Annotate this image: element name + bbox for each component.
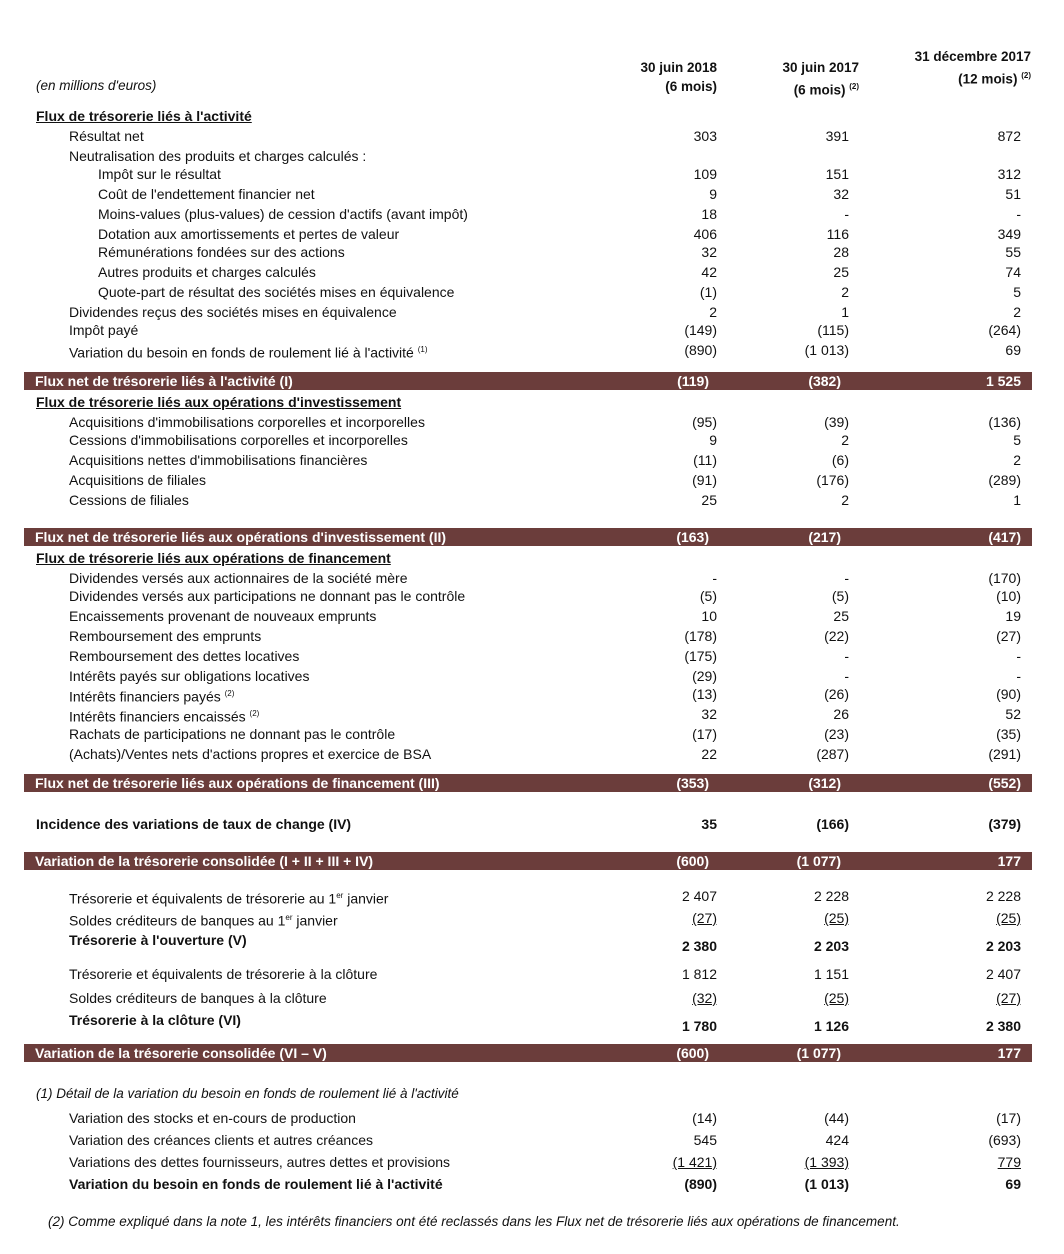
row-label-text: Dividendes versés aux actionnaires de la société mère <box>69 570 408 586</box>
value-cell: 5 <box>1013 284 1021 300</box>
table-row <box>0 126 1064 146</box>
value-cell: 2 203 <box>985 938 1021 954</box>
row-label <box>35 372 293 390</box>
column-header-line1: 31 décembre 2017 <box>914 49 1031 64</box>
value-cell: (217) <box>808 529 841 545</box>
value-cell: (25) <box>996 910 1021 926</box>
row-label-text: Variations des dettes fournisseurs, autres dettes et provisions <box>69 1154 451 1170</box>
row-label-text: Dividendes reçus des sociétés mises en équivalence <box>69 304 397 320</box>
value-cell: 69 <box>1005 1176 1021 1192</box>
row-label-text: Cessions de filiales <box>69 492 189 508</box>
table-row <box>0 586 1064 606</box>
column-header-line2 <box>782 77 859 100</box>
row-label-text: Encaissements provenant de nouveaux emprunts <box>69 608 377 624</box>
table-row <box>0 964 1064 984</box>
table-row <box>0 814 1064 834</box>
row-label-text: Impôt sur le résultat <box>98 166 221 182</box>
footnote-marker: (2) <box>224 689 235 698</box>
footnote-marker: er <box>336 891 344 900</box>
column-header-period: (12 mois) <box>958 71 1018 87</box>
value-cell: 1 <box>1013 492 1021 508</box>
value-cell: - <box>844 648 849 664</box>
value-cell: 52 <box>1005 706 1021 722</box>
value-cell: (1 077) <box>796 853 841 869</box>
footnote-marker: (2) <box>1021 71 1031 80</box>
value-cell: (264) <box>988 322 1021 338</box>
row-label <box>36 814 351 834</box>
value-cell: 406 <box>693 226 717 242</box>
row-label-text: Incidence des variations de taux de change (IV) <box>36 816 352 832</box>
value-cell: (312) <box>808 775 841 791</box>
table-row <box>0 568 1064 588</box>
row-label <box>35 1044 327 1062</box>
value-cell: 116 <box>826 226 849 242</box>
table-row <box>0 204 1064 224</box>
value-cell: (6) <box>831 452 849 468</box>
value-cell: (163) <box>676 529 709 545</box>
value-cell: 1 126 <box>813 1018 849 1034</box>
value-cell: 312 <box>997 166 1021 182</box>
value-cell: (890) <box>684 1176 717 1192</box>
value-cell: (353) <box>676 775 709 791</box>
value-cell: (1 013) <box>804 1176 849 1192</box>
row-label-text: Variation de la trésorerie consolidée (VI – V) <box>35 1045 327 1061</box>
row-label <box>69 626 261 646</box>
row-label <box>98 262 316 282</box>
column-header-jun-2017 <box>782 58 859 100</box>
row-label <box>98 242 345 262</box>
row-label <box>69 886 388 909</box>
value-cell: 2 <box>1013 304 1021 320</box>
table-row <box>0 666 1064 686</box>
row-label-text: Flux de trésorerie liés à l'activité <box>36 108 252 124</box>
value-cell: 177 <box>997 1045 1021 1061</box>
row-label-text: Rémunérations fondées sur des actions <box>98 244 345 260</box>
value-cell: - <box>1016 648 1021 664</box>
value-cell: 25 <box>833 608 849 624</box>
table-row <box>0 430 1064 450</box>
value-cell: (27) <box>692 910 717 926</box>
value-cell: 26 <box>833 706 849 722</box>
table-row <box>0 1010 1064 1034</box>
value-cell: 2 <box>841 432 849 448</box>
table-row <box>0 340 1064 360</box>
value-cell: 2 203 <box>813 938 849 954</box>
table-row <box>0 490 1064 510</box>
value-cell: (178) <box>684 628 717 644</box>
value-cell: (95) <box>692 414 717 430</box>
row-label-text: Variation des stocks et en-cours de production <box>69 1110 356 1126</box>
value-cell: 1 812 <box>681 966 717 982</box>
row-label <box>69 1010 241 1030</box>
value-cell: 2 <box>841 284 849 300</box>
footnote-marker: (2) <box>849 82 859 91</box>
value-cell: 2 <box>841 492 849 508</box>
value-cell: 303 <box>693 128 717 144</box>
value-cell: (600) <box>676 853 709 869</box>
value-cell: - <box>712 570 717 586</box>
row-label <box>36 392 401 412</box>
value-cell: 55 <box>1005 244 1021 260</box>
row-label <box>69 320 138 340</box>
row-label <box>69 586 465 606</box>
value-cell: (5) <box>699 588 717 604</box>
row-label-text: Quote-part de résultat des sociétés mises en équivalence <box>98 284 455 300</box>
column-header-jun-2018 <box>640 58 717 96</box>
row-label-text: Variation du besoin en fonds de roulement lié à l'activité <box>69 344 414 361</box>
value-cell: 2 380 <box>985 1018 1021 1034</box>
total-row <box>24 372 1032 390</box>
row-label <box>69 470 206 490</box>
value-cell: 10 <box>701 608 717 624</box>
value-cell: (1 421) <box>672 1154 717 1170</box>
row-label <box>36 548 391 568</box>
value-cell: 1 780 <box>681 1018 717 1034</box>
row-label <box>69 302 397 322</box>
value-cell: (23) <box>824 726 849 742</box>
row-label-text: Moins-values (plus-values) de cession d'actifs (avant impôt) <box>98 206 468 222</box>
value-cell: (14) <box>692 1110 717 1126</box>
value-cell: 74 <box>1005 264 1021 280</box>
value-cell: - <box>844 570 849 586</box>
row-label <box>69 126 144 146</box>
value-cell: (90) <box>996 686 1021 702</box>
value-cell: (1 013) <box>804 342 849 358</box>
row-label <box>69 340 428 363</box>
value-cell: 9 <box>709 432 717 448</box>
row-label-text: Trésorerie à l'ouverture (V) <box>69 932 247 948</box>
value-cell: (379) <box>988 816 1021 832</box>
row-label <box>69 930 247 950</box>
row-label-text: (Achats)/Ventes nets d'actions propres et exercice de BSA <box>69 746 432 762</box>
value-cell: (35) <box>996 726 1021 742</box>
value-cell: 32 <box>701 244 717 260</box>
value-cell: 2 407 <box>681 888 717 904</box>
row-label-text: Acquisitions de filiales <box>69 472 206 488</box>
table-row <box>0 930 1064 954</box>
value-cell: 28 <box>833 244 849 260</box>
value-cell: - <box>1016 668 1021 684</box>
row-label <box>69 646 299 666</box>
table-row <box>0 724 1064 744</box>
column-header-line2: (6 mois) <box>665 79 717 94</box>
row-label-text: Trésorerie et équivalents de trésorerie au 1 <box>69 890 337 907</box>
total-row <box>24 852 1032 870</box>
column-header-line2 <box>915 66 1031 89</box>
value-cell: (29) <box>692 668 717 684</box>
total-row <box>24 1044 1032 1062</box>
row-label-text: Remboursement des emprunts <box>69 628 262 644</box>
row-label <box>69 1174 443 1194</box>
value-cell: - <box>844 668 849 684</box>
value-cell: (91) <box>692 472 717 488</box>
table-row <box>0 1152 1064 1172</box>
row-label-text: Autres produits et charges calculés <box>98 264 316 280</box>
value-cell: (890) <box>684 342 717 358</box>
row-label-text: Flux net de trésorerie liés à l'activité (I) <box>35 373 293 389</box>
value-cell: 545 <box>693 1132 717 1148</box>
table-row <box>0 320 1064 340</box>
value-cell: 51 <box>1005 186 1021 202</box>
value-cell: (17) <box>692 726 717 742</box>
row-label-text: Flux de trésorerie liés aux opérations d'investissement <box>36 394 402 410</box>
value-cell: (119) <box>677 373 709 389</box>
value-cell: 2 <box>709 304 717 320</box>
column-header-dec-2017 <box>915 47 1031 89</box>
value-cell: 872 <box>997 128 1021 144</box>
table-row <box>0 412 1064 432</box>
row-label <box>69 1108 356 1128</box>
row-label-text: Soldes créditeurs de banques à la clôture <box>69 990 327 1006</box>
value-cell: 19 <box>1005 608 1021 624</box>
value-cell: (176) <box>816 472 849 488</box>
row-label <box>69 964 377 984</box>
value-cell: - <box>1016 206 1021 222</box>
value-cell: (27) <box>996 628 1021 644</box>
value-cell: (25) <box>824 910 849 926</box>
value-cell: 25 <box>833 264 849 280</box>
row-label <box>69 724 395 744</box>
value-cell: 109 <box>693 166 717 182</box>
footnote-1: (1) Détail de la variation du besoin en fonds de roulement lié à l'activité <box>36 1086 459 1101</box>
value-cell: 35 <box>701 816 717 832</box>
row-label-text: Dotation aux amortissements et pertes de valeur <box>98 226 400 242</box>
value-cell: (5) <box>831 588 849 604</box>
row-label <box>69 1152 450 1172</box>
table-row <box>0 684 1064 704</box>
column-header-line1: 30 juin 2017 <box>782 60 859 75</box>
value-cell: (552) <box>988 775 1021 791</box>
value-cell: (27) <box>996 990 1021 1006</box>
column-header-period: (6 mois) <box>793 82 846 98</box>
value-cell: (22) <box>824 628 849 644</box>
value-cell: 424 <box>825 1132 849 1148</box>
row-label-text: Cessions d'immobilisations corporelles et incorporelles <box>69 432 408 448</box>
value-cell: (39) <box>824 414 849 430</box>
row-label-text: Variation de la trésorerie consolidée (I + II + III + IV) <box>35 853 374 869</box>
row-label <box>98 184 315 204</box>
value-cell: (17) <box>996 1110 1021 1126</box>
row-label-text: Coût de l'endettement financier net <box>98 186 315 202</box>
value-cell: 9 <box>709 186 717 202</box>
table-row <box>0 886 1064 906</box>
value-cell: 1 <box>841 304 849 320</box>
row-label-text: Variation du besoin en fonds de roulement lié à l'activité <box>69 1176 443 1192</box>
value-cell: (1 393) <box>804 1154 849 1170</box>
value-cell: 2 407 <box>985 966 1021 982</box>
row-label-text: Intérêts financiers encaissés <box>69 708 246 725</box>
table-row <box>0 1174 1064 1194</box>
row-label <box>69 1130 373 1150</box>
value-cell: (287) <box>816 746 849 762</box>
table-row <box>0 1130 1064 1150</box>
table-row <box>0 146 1064 166</box>
row-label-text: Intérêts financiers payés <box>69 688 221 705</box>
row-label <box>69 666 309 686</box>
value-cell: (600) <box>676 1045 709 1061</box>
footnote-2: (2) Comme expliqué dans la note 1, les intérêts financiers ont été reclassés dans les Flux net de trésorerie liés aux opérations de financement. <box>48 1214 900 1229</box>
table-row <box>0 282 1064 302</box>
value-cell: (382) <box>808 373 841 389</box>
row-label <box>69 606 376 626</box>
row-label-text: Variation des créances clients et autres créances <box>69 1132 374 1148</box>
row-label <box>69 490 189 510</box>
value-cell: (291) <box>988 746 1021 762</box>
value-cell: (1) <box>699 284 717 300</box>
row-label-text: Résultat net <box>69 128 144 144</box>
table-row <box>0 164 1064 184</box>
table-row <box>0 988 1064 1008</box>
value-cell: (417) <box>988 529 1021 545</box>
value-cell: (32) <box>692 990 717 1006</box>
value-cell: 349 <box>997 226 1021 242</box>
value-cell: 2 228 <box>985 888 1021 904</box>
table-row <box>0 224 1064 244</box>
row-label <box>69 412 425 432</box>
value-cell: (115) <box>817 322 849 338</box>
value-cell: (170) <box>988 570 1021 586</box>
row-label <box>69 568 408 588</box>
section-heading <box>0 392 1064 412</box>
value-cell: (166) <box>816 816 849 832</box>
value-cell: 32 <box>833 186 849 202</box>
value-cell: (11) <box>693 452 717 468</box>
table-row <box>0 184 1064 204</box>
value-cell: (44) <box>824 1110 849 1126</box>
row-label <box>98 164 221 184</box>
row-label-text: Trésorerie à la clôture (VI) <box>69 1012 241 1028</box>
value-cell: 69 <box>1005 342 1021 358</box>
value-cell: 25 <box>701 492 717 508</box>
value-cell: 2 228 <box>813 888 849 904</box>
value-cell: 2 <box>1013 452 1021 468</box>
row-label <box>98 224 399 244</box>
row-label <box>69 430 408 450</box>
row-label-text: Dividendes versés aux participations ne donnant pas le contrôle <box>69 588 466 604</box>
table-row <box>0 744 1064 764</box>
row-label-text: Soldes créditeurs de banques au 1 <box>69 912 286 929</box>
row-label-text: Trésorerie et équivalents de trésorerie à la clôture <box>69 966 378 982</box>
row-label <box>36 106 252 126</box>
value-cell: (289) <box>988 472 1021 488</box>
value-cell: (25) <box>824 990 849 1006</box>
row-label <box>35 528 446 546</box>
footnote-marker: (2) <box>249 709 260 718</box>
row-label <box>69 146 366 166</box>
value-cell: 42 <box>701 264 717 280</box>
row-label <box>98 204 468 224</box>
row-label-text: Intérêts payés sur obligations locatives <box>69 668 310 684</box>
footnote-marker: er <box>285 913 293 922</box>
value-cell: 779 <box>997 1154 1021 1170</box>
value-cell: 32 <box>701 706 717 722</box>
row-label <box>35 774 440 792</box>
row-label <box>69 908 338 931</box>
column-header-line1: 30 juin 2018 <box>640 60 717 75</box>
value-cell: (149) <box>684 322 717 338</box>
footnote-marker: (1) <box>417 345 428 354</box>
value-cell: 1 525 <box>985 373 1021 389</box>
table-row <box>0 626 1064 646</box>
row-label-text: Flux net de trésorerie liés aux opérations de financement (III) <box>35 775 440 791</box>
value-cell: 151 <box>825 166 849 182</box>
row-label-text: Acquisitions nettes d'immobilisations financières <box>69 452 368 468</box>
row-label-suffix: janvier <box>292 912 338 929</box>
row-label-text: Flux net de trésorerie liés aux opérations d'investissement (II) <box>35 529 447 545</box>
total-row <box>24 528 1032 546</box>
value-cell: 5 <box>1013 432 1021 448</box>
value-cell: (13) <box>692 686 717 702</box>
row-label-suffix: janvier <box>343 890 389 907</box>
row-label-text: Flux de trésorerie liés aux opérations de financement <box>36 550 391 566</box>
row-label <box>69 450 367 470</box>
value-cell: (136) <box>988 414 1021 430</box>
table-row <box>0 908 1064 928</box>
table-row <box>0 302 1064 322</box>
row-label <box>69 744 431 764</box>
section-heading <box>0 106 1064 126</box>
table-row <box>0 1108 1064 1128</box>
value-cell: (175) <box>684 648 717 664</box>
row-label-text: Remboursement des dettes locatives <box>69 648 300 664</box>
value-cell: 2 380 <box>681 938 717 954</box>
value-cell: 22 <box>701 746 717 762</box>
unit-label: (en millions d'euros) <box>36 78 157 93</box>
table-row <box>0 704 1064 724</box>
value-cell: (10) <box>996 588 1021 604</box>
value-cell: (693) <box>988 1132 1021 1148</box>
row-label <box>98 282 454 302</box>
value-cell: - <box>844 206 849 222</box>
row-label <box>35 852 373 870</box>
section-heading <box>0 548 1064 568</box>
total-row <box>24 774 1032 792</box>
table-row <box>0 606 1064 626</box>
table-row <box>0 262 1064 282</box>
value-cell: (1 077) <box>796 1045 841 1061</box>
table-row <box>0 646 1064 666</box>
row-label-text: Impôt payé <box>69 322 139 338</box>
value-cell: (26) <box>824 686 849 702</box>
row-label-text: Rachats de participations ne donnant pas le contrôle <box>69 726 396 742</box>
table-row <box>0 450 1064 470</box>
value-cell: 177 <box>997 853 1021 869</box>
value-cell: 391 <box>825 128 849 144</box>
table-row <box>0 242 1064 262</box>
table-row <box>0 470 1064 490</box>
value-cell: 18 <box>701 206 717 222</box>
value-cell: 1 151 <box>813 966 849 982</box>
row-label <box>69 988 327 1008</box>
row-label-text: Neutralisation des produits et charges calculés : <box>69 148 367 164</box>
row-label-text: Acquisitions d'immobilisations corporelles et incorporelles <box>69 414 425 430</box>
